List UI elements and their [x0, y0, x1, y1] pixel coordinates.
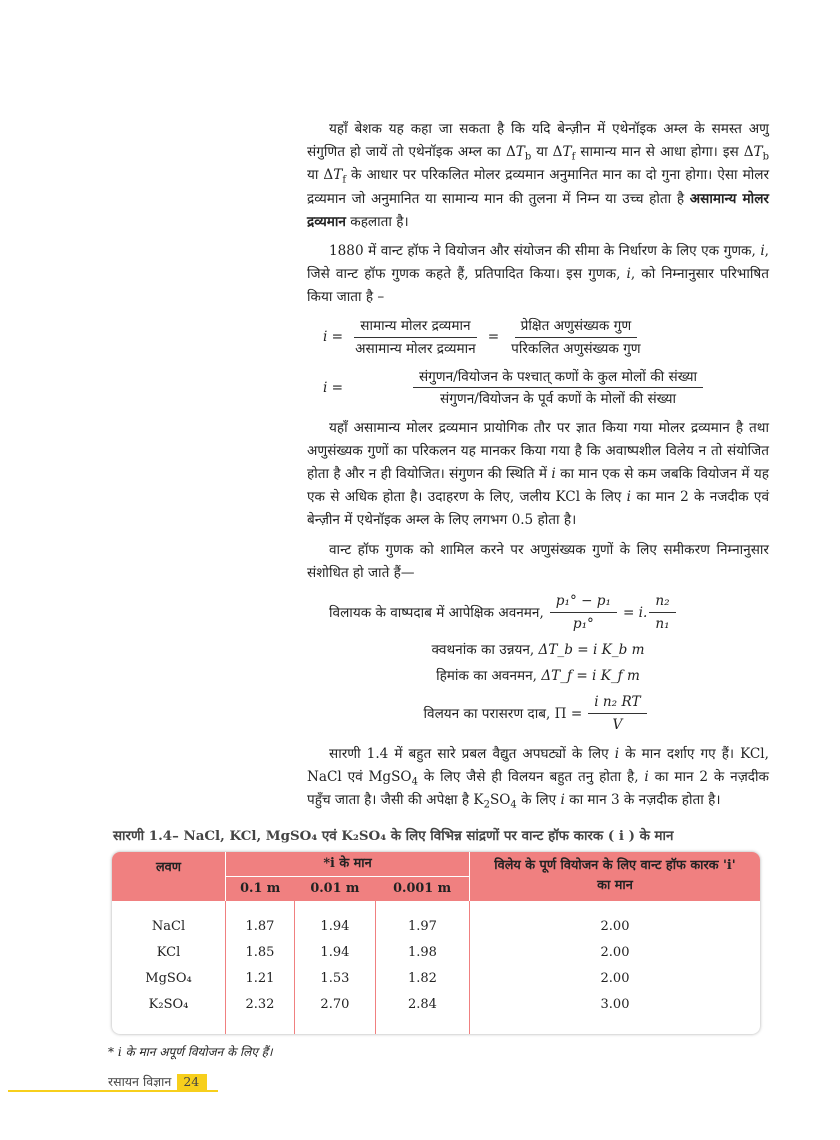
- text-segment: यहाँ असामान्य मोलर द्रव्यमान प्रायोगिक तौर पर ज्ञात किया गया मोलर द्रव्यमान है तथा अणुसंख्यक गुणों का परिकलन यह मानकर किया गया है कि अवाष्पशील विलेय न तो संयोजित होता है और न ही वियोजित। संगुणन की स्थिति में: [307, 419, 769, 483]
- equation-vapour-pressure: [329, 591, 769, 634]
- table-row: [112, 940, 760, 966]
- text-segment: i: [551, 466, 556, 483]
- numerator: n₂: [649, 591, 675, 613]
- text-segment: , को निम्नानुसार परिभाषित किया जाता है –: [307, 266, 769, 306]
- text-segment: i: [626, 489, 632, 506]
- eq-lhs: Π =: [554, 705, 583, 722]
- eq-label: विलायक के वाष्पदाब में आपेक्षिक अवनमन,: [329, 604, 544, 621]
- text-segment: SO: [489, 792, 511, 809]
- text-segment: T: [562, 144, 572, 161]
- paragraph: [307, 539, 769, 585]
- text-segment: का मान एक से कम जबकि वियोजन में यह एक से अधिक होता है। उदाहरण के लिए, जलीय KCl के लिए: [307, 466, 769, 506]
- value-cell: 1.87: [226, 901, 295, 940]
- text-segment: वान्ट हॉफ गुणक को शामिल करने पर अणुसंख्यक गुणों के लिए समीकरण निम्नानुसार संशोधित हो जाते हैं—: [307, 541, 769, 581]
- text-segment: का मान 2 के नज़दीक पहुँच जाता है। जैसी की अपेक्षा है K: [307, 769, 769, 809]
- paragraph: [307, 118, 769, 234]
- table-footnote: * i के मान अपूर्ण वियोजन के लिए हैं।: [108, 1044, 273, 1059]
- value-cell: 2.00: [470, 901, 761, 940]
- text-segment: के लिए: [516, 792, 561, 809]
- equation-freezing-point: [307, 666, 769, 686]
- eq-label: विलयन का परासरण दाब,: [423, 705, 551, 722]
- denominator: संगुणन/वियोजन के पूर्व कणों के मोलों की संख्या: [440, 390, 677, 407]
- table-spacer-row: [112, 1018, 760, 1034]
- header-salt: लवण: [112, 852, 226, 901]
- text-segment: या Δ: [531, 144, 563, 161]
- paragraph: [307, 240, 769, 310]
- fraction: [349, 316, 482, 359]
- table-caption: [113, 827, 763, 846]
- text-segment: b: [524, 151, 532, 163]
- numerator: प्रेक्षित अणुसंख्यक गुण: [515, 316, 638, 338]
- caption-label: सारणी 1.4–: [113, 827, 179, 844]
- spacer-cell: [375, 1018, 469, 1034]
- book-title: रसायन विज्ञान: [108, 1073, 172, 1089]
- value-cell: 2.32: [226, 992, 295, 1018]
- value-cell: 1.53: [294, 966, 375, 992]
- value-cell: 1.94: [294, 901, 375, 940]
- page-footer: [108, 1074, 840, 1090]
- value-cell: 1.98: [375, 940, 469, 966]
- text-column: [307, 118, 769, 813]
- fraction: [353, 367, 763, 409]
- value-cell: 1.82: [375, 966, 469, 992]
- equation-boiling-point: [307, 640, 769, 660]
- table-row: [112, 901, 760, 940]
- text-segment: के मान दर्शाए गए हैं। KCl, NaCl एवं MgSO: [307, 746, 769, 786]
- text-segment: 4: [411, 776, 418, 788]
- text-segment: 4: [510, 800, 517, 812]
- text-segment: यहाँ बेशक यह कहा जा सकता है कि यदि बेन्ज़ीन में एथेनॉइक अम्ल के समस्त अणु संगुणित हो जायें तो एथेनॉइक अम्ल का Δ: [307, 121, 769, 161]
- text-segment: 2: [483, 800, 490, 812]
- text-segment: के आधार पर परिकलित मोलर द्रव्यमान अनुमानित मान का दो गुना होगा। ऐसा मोलर द्रव्यमान जो अनुमानित या सामान्य मान की तुलना में निम्न या उच्च होता है: [307, 167, 769, 207]
- text-segment: i: [644, 769, 649, 786]
- text-segment: कहलाता है।: [345, 213, 409, 230]
- value-cell: 3.00: [470, 992, 761, 1018]
- text-segment: , जिसे वान्ट हॉफ गुणक कहते हैं, प्रतिपादित किया। इस गुणक,: [307, 243, 769, 283]
- text-segment: सारणी 1.4 में बहुत सारे प्रबल वैद्युत अपघट्यों के लिए: [329, 746, 615, 763]
- table-row: [112, 992, 760, 1018]
- caption-text: NaCl, KCl, MgSO₄ एवं K₂SO₄ के लिए विभिन्न सांद्रणों पर वान्ट हॉफ कारक ( i ) के मान: [178, 827, 674, 844]
- text-segment: f: [342, 175, 347, 187]
- text-segment: सामान्य मान से आधा होगा। इस Δ: [575, 144, 754, 161]
- text-segment: f: [571, 151, 576, 163]
- text-segment: i: [760, 243, 765, 260]
- value-cell: 2.84: [375, 992, 469, 1018]
- salt-cell: KCl: [156, 944, 181, 960]
- header-concentration: 0.1 m: [226, 876, 295, 901]
- spacer-cell: [226, 1018, 295, 1034]
- eq-label: हिमांक का अवनमन,: [436, 668, 537, 685]
- equation-osmotic-pressure: [307, 692, 769, 735]
- eq-lhs: i =: [323, 379, 344, 396]
- text-segment: T: [333, 167, 343, 184]
- footer-rule: [8, 1090, 218, 1092]
- value-cell: 1.97: [375, 901, 469, 940]
- bold-term: असामान्य मोलर द्रव्यमान: [307, 190, 769, 230]
- text-segment: का मान 2 के नजदीक एवं बेन्ज़ीन में एथेनॉइक अम्ल के लिए लगभग 0.5 होता है।: [307, 489, 769, 529]
- value-cell: 1.85: [226, 940, 295, 966]
- numerator: सामान्य मोलर द्रव्यमान: [354, 316, 476, 338]
- text-segment: b: [762, 151, 769, 163]
- text-segment: 1880 में वान्ट हॉफ ने वियोजन और संयोजन की सीमा के निर्धारण के लिए एक गुणक,: [329, 243, 761, 260]
- fraction: [505, 316, 647, 359]
- spacer-cell: [470, 1018, 761, 1034]
- eq-expr: ΔT_b = i K_b m: [538, 642, 645, 659]
- equation-i-molar-mass: [323, 316, 769, 359]
- vant-hoff-table: [112, 852, 760, 1034]
- value-cell: 1.94: [294, 940, 375, 966]
- header-full-dissociation: विलेय के पूर्ण वियोजन के लिए वान्ट हॉफ कारक 'i' का मान: [470, 852, 761, 901]
- value-cell: 1.21: [226, 966, 295, 992]
- text-segment: T: [753, 144, 763, 161]
- text-segment: i: [614, 746, 620, 763]
- text-segment: i: [560, 792, 565, 809]
- denominator: परिकलित अणुसंख्यक गुण: [511, 340, 641, 357]
- spacer-cell: [294, 1018, 375, 1034]
- denominator: असामान्य मोलर द्रव्यमान: [355, 340, 476, 357]
- paragraph: [307, 417, 769, 533]
- value-cell: 2.00: [470, 940, 761, 966]
- fraction: [649, 591, 675, 634]
- fraction: [550, 591, 617, 634]
- text-segment: i: [626, 266, 631, 283]
- equals: =: [487, 329, 500, 346]
- eq-label: क्वथनांक का उन्नयन,: [431, 642, 535, 659]
- table-row: [112, 966, 760, 992]
- paragraph: [307, 743, 769, 813]
- text-segment: के लिए जैसे ही विलयन बहुत तनु होता है,: [417, 769, 645, 786]
- eq-lhs: i =: [323, 329, 344, 346]
- salt-cell: K₂SO₄: [148, 996, 189, 1012]
- header-concentration: 0.01 m: [294, 876, 375, 901]
- text-segment: या Δ: [307, 167, 334, 184]
- text-segment: T: [515, 144, 525, 161]
- numerator: i n₂ RT: [588, 692, 646, 714]
- eq-expr: ΔT_f = i K_f m: [541, 668, 640, 685]
- numerator: संगुणन/वियोजन के पश्चात् कणों के कुल मोलों की संख्या: [413, 367, 703, 388]
- numerator: p₁° − p₁: [550, 591, 617, 613]
- text-segment: का मान 3 के नज़दीक होता है।: [564, 792, 721, 809]
- header-concentration: 0.001 m: [375, 876, 469, 901]
- fraction: [588, 692, 646, 735]
- spacer-cell: [112, 1018, 226, 1034]
- salt-cell: MgSO₄: [145, 970, 192, 986]
- salt-cell: NaCl: [151, 918, 186, 934]
- page-number: 24: [177, 1074, 207, 1090]
- eq-mid: = i.: [622, 604, 648, 621]
- denominator: p₁°: [572, 616, 594, 633]
- value-cell: 2.00: [470, 966, 761, 992]
- value-cell: 2.70: [294, 992, 375, 1018]
- denominator: V: [612, 717, 623, 734]
- denominator: n₁: [655, 616, 670, 633]
- header-i-values: *i के मान: [226, 852, 470, 877]
- equation-i-moles: [323, 367, 769, 409]
